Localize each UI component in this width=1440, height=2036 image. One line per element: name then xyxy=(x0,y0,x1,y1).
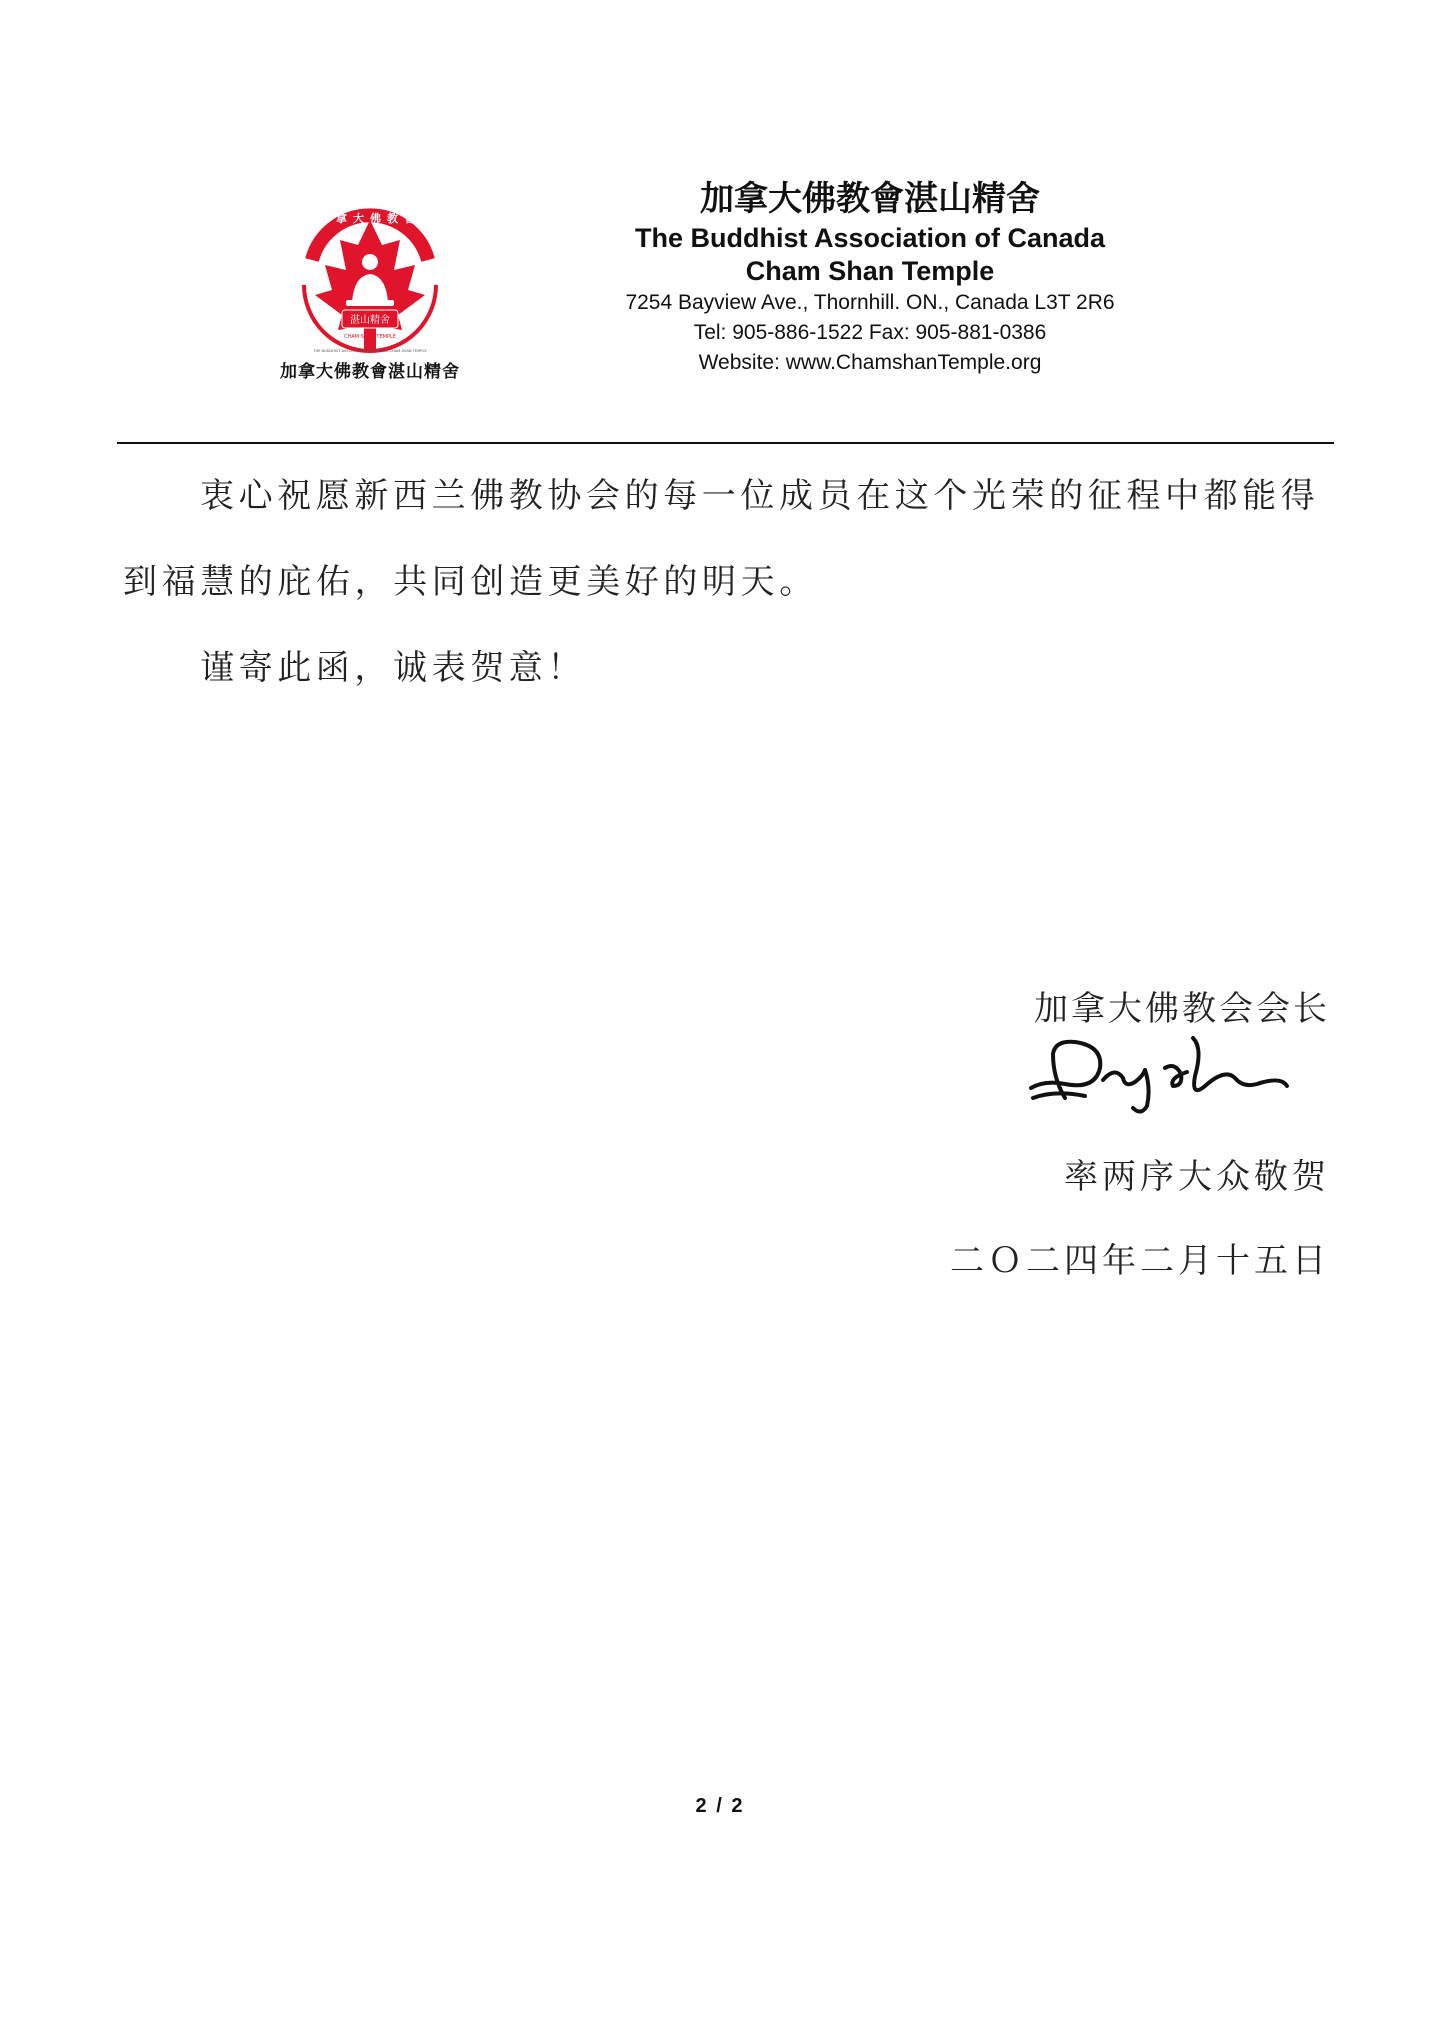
congratulation-line: 率两序大众敬贺 xyxy=(1064,1157,1330,1197)
org-name-english-sub: Cham Shan Temple xyxy=(745,256,995,286)
org-name-chinese: 加拿大佛教會湛山精舍 xyxy=(700,179,1040,219)
contact-info: Tel: 905-886-1522 Fax: 905-881-0386 xyxy=(693,321,1047,344)
address: 7254 Bayview Ave., Thornhill. ON., Canada L3T 2R6 xyxy=(625,291,1115,314)
temple-logo xyxy=(290,190,450,385)
logo-caption: 加拿大佛教會湛山精舍 xyxy=(280,362,460,382)
handwritten-signature xyxy=(1025,1028,1300,1118)
org-name-english: The Buddhist Association of Canada xyxy=(634,223,1106,253)
logo-plate-text: 湛山精舍 xyxy=(350,315,390,326)
page-number: 2 / 2 xyxy=(695,1795,745,1817)
signer-title: 加拿大佛教会会长 xyxy=(1034,989,1330,1029)
logo-arc-text: 加拿大佛教會 xyxy=(319,212,421,225)
letterhead xyxy=(560,176,1180,378)
paragraph-1-line-1: 衷心祝愿新西兰佛教协会的每一位成员在这个光荣的征程中都能得 xyxy=(200,476,1320,516)
website: Website: www.ChamshanTemple.org xyxy=(698,351,1042,374)
paragraph-2: 谨寄此函，诚表贺意！ xyxy=(200,648,586,688)
logo-ring-text: THE BUDDHIST ASSOCIATION OF CANADA CHAM SHAN TEMPLE xyxy=(313,349,427,353)
letter-date: 二Ｏ二四年二月十五日 xyxy=(950,1241,1330,1281)
paragraph-1-line-2: 到福慧的庇佑，共同创造更美好的明天。 xyxy=(123,562,818,602)
logo-plate-subtext: CHAM SHAN TEMPLE xyxy=(344,334,396,340)
header-divider xyxy=(117,442,1334,444)
